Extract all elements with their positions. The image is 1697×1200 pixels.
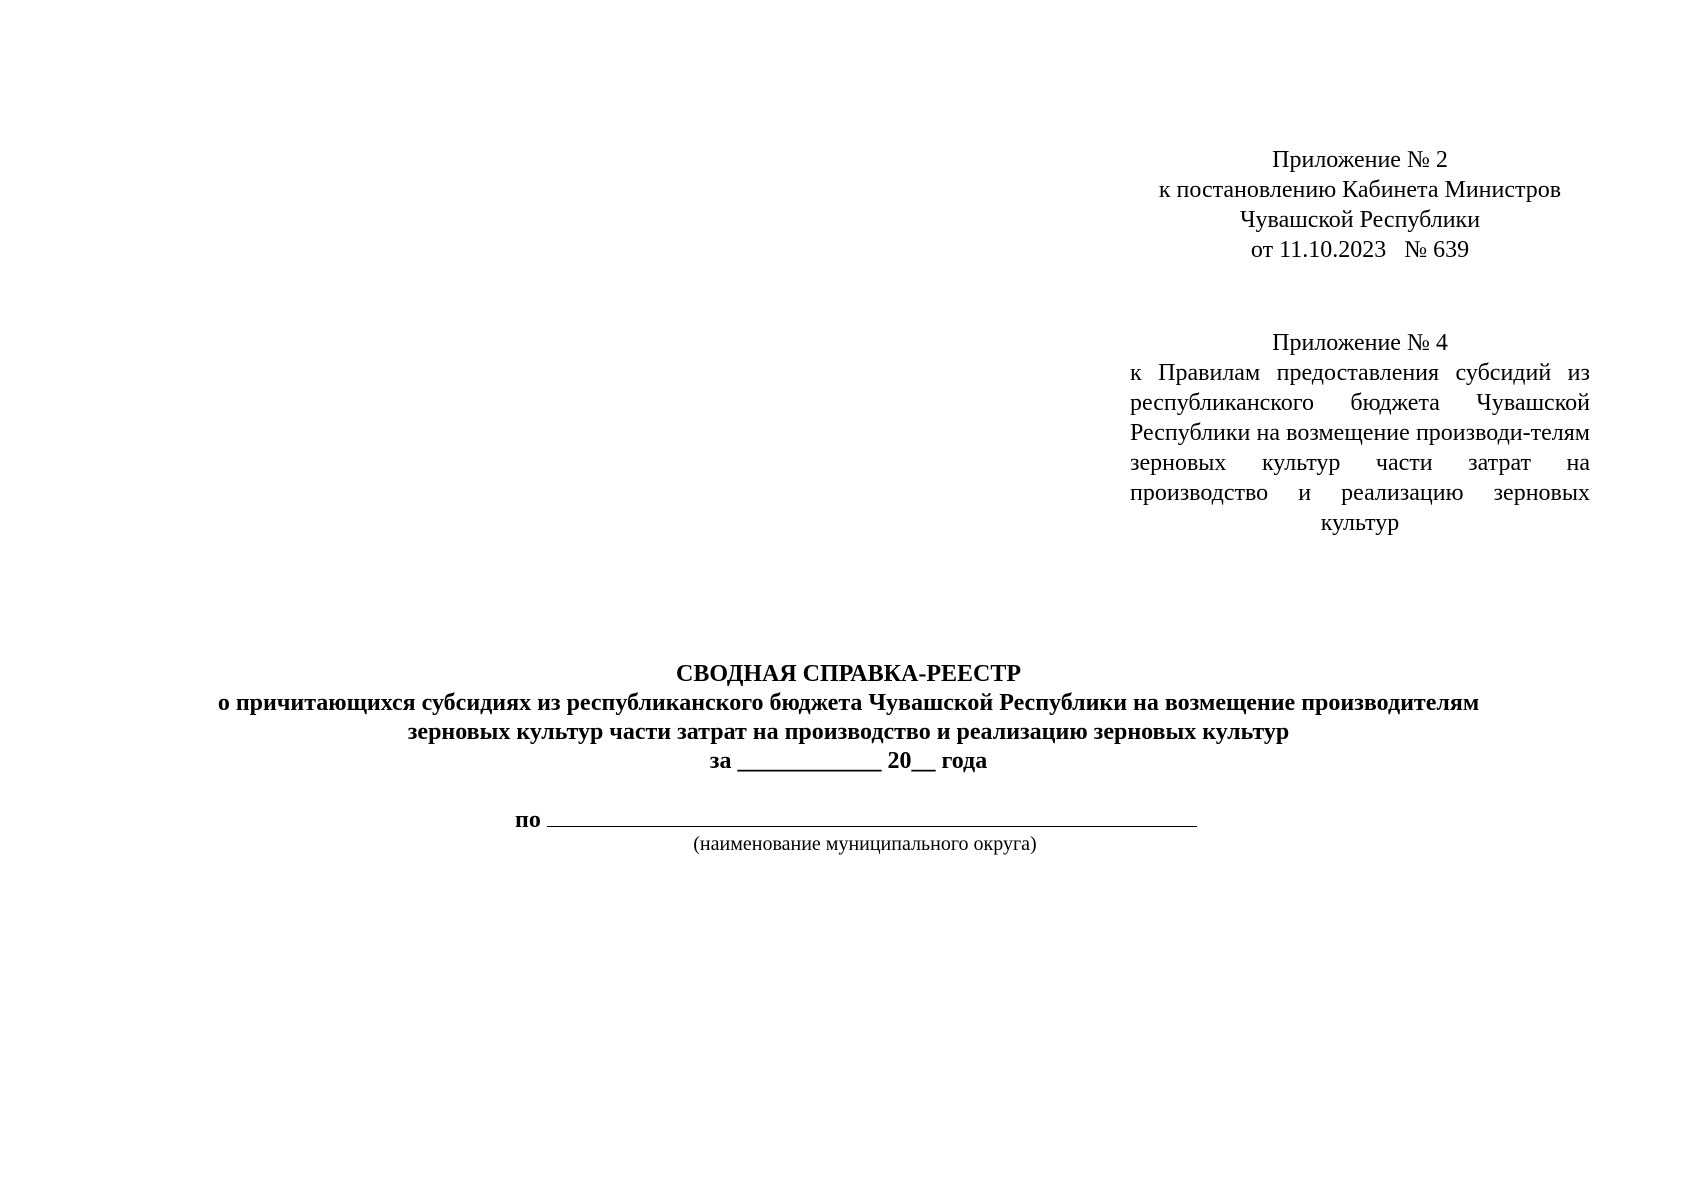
appendix-2-line-1: Приложение № 2 [1272,147,1448,173]
appendix-4-block [1130,328,1590,538]
document-period-line: за ____________ 20__ года [709,748,988,774]
appendix-4-heading: Приложение № 4 [1272,330,1448,356]
document-subtitle-line-1: о причитающихся субсидиях из республиканского бюджета Чувашской Республики на возмещение производителям [217,690,1480,716]
document-title-block [100,660,1597,776]
document-subtitle-line-2: зерновых культур части затрат на производство и реализацию зерновых культур [407,719,1290,745]
document-title: СВОДНАЯ СПРАВКА-РЕЕСТР [676,661,1021,687]
region-line [515,802,1197,835]
appendix-2-line-3: Чувашской Республики [1239,207,1481,233]
region-prefix: по [515,807,541,833]
appendix-2-line-4: от 11.10.2023 № 639 [1250,237,1470,263]
appendix-2-line-2: к постановлению Кабинета Министров [1158,177,1562,203]
region-caption: (наименование муниципального округа) [693,833,1037,855]
region-blank-underline [547,802,1197,827]
appendix-4-body: к Правилам предоставления субсидий из республиканского бюджета Чувашской Республики на возмещение производи-телям зерновых культур части затрат на производство и реализацию зерновых культур [1130,360,1590,536]
appendix-2-block [1120,145,1600,265]
